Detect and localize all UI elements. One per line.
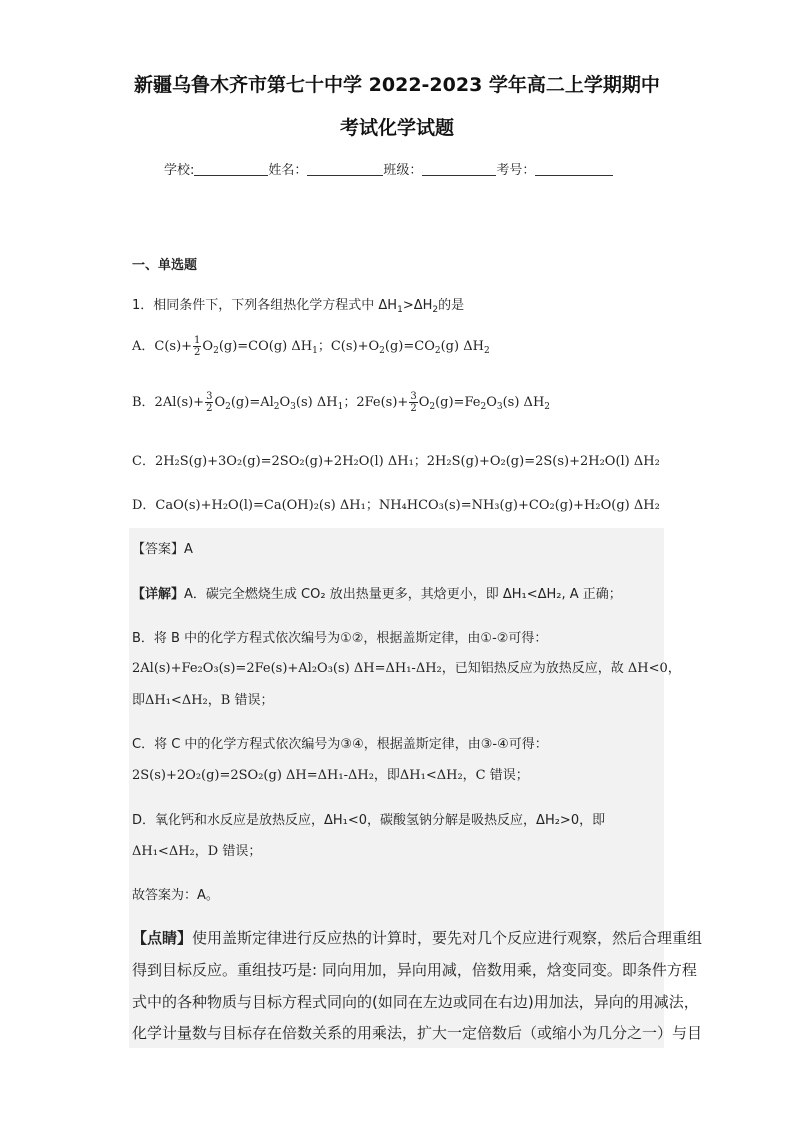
exam-no-label: 考号：: [496, 163, 536, 178]
detail-b2: 2Al(s)+Fe₂O₃(s)=2Fe(s)+Al₂O₃(s) ΔH=ΔH₁-ΔH₂，已知铝热反应为放热反应，故 ΔH<0，: [132, 661, 681, 676]
conclusion: 故答案为：A。: [132, 888, 219, 903]
option-b: B．2Al(s)+ $\frac{3}{2}$ $O_2(g)=Al_2O_3(s)$ $\Delta H_1$；2Fe(s)+ $\frac{3}{2}$ $O_2(g)=Fe_2O_3(s)$ $\Delta H_2$: [132, 391, 551, 414]
detail-c2: 2S(s)+2O₂(g)=2SO₂(g) ΔH=ΔH₁-ΔH₂，即ΔH₁<ΔH₂，C 错误；: [132, 768, 529, 783]
name-label: 姓名：: [268, 163, 308, 178]
section-heading: 一、单选题: [132, 258, 198, 273]
student-info-fields: [164, 159, 613, 178]
school-label: 学校:: [164, 163, 195, 178]
tip-line-4: 化学计量数与目标存在倍数关系的用乘法，扩大一定倍数后（或缩小为几分之一）与目: [132, 1024, 703, 1042]
option-a: A．C(s)+ $\frac{1}{2}$ $O_2(g)=CO(g)$ $\Delta H_1$；$C(s)+O_2(g)=CO_2(g)$ $\Delta H_2$: [132, 335, 490, 358]
detail-b3: 即ΔH₁<ΔH₂，B 错误；: [132, 693, 274, 708]
exam-no-blank[interactable]: [535, 163, 613, 176]
fraction-three-halves: $\frac{3}{2}$: [206, 391, 213, 414]
tip-line-1: 【点睛】使用盖斯定律进行反应热的计算时，要先对几个反应进行观察，然后合理重组: [132, 929, 703, 947]
detail-a: 【详解】A．碳完全燃烧生成 CO₂ 放出热量更多，其焓更小，即 ΔH₁<ΔH₂, A 正确；: [132, 587, 622, 602]
document-title-line2: 考试化学试题: [339, 117, 454, 139]
option-c: C．2H₂S(g)+3O₂(g)=2SO₂(g)+2H₂O(l) ΔH₁；2H₂S(g)+O₂(g)=2S(s)+2H₂O(l) ΔH₂: [132, 454, 660, 469]
fraction-half: $\frac{1}{2}$: [194, 335, 201, 358]
document-title-line1: 新疆乌鲁木齐市第七十中学 2022-2023 学年高二上学期期中: [134, 74, 660, 96]
class-blank[interactable]: [422, 163, 496, 176]
fraction-three-halves-2: $\frac{3}{2}$: [410, 391, 417, 414]
tip-line-3: 式中的各种物质与目标方程式同向的(如同在左边或同在右边)用加法，异向的用减法，: [132, 993, 699, 1011]
question-stem: 1．相同条件下，下列各组热化学方程式中 $\Delta H_1>\Delta H_2$的是: [132, 298, 465, 315]
answer-label: 【答案】A: [132, 542, 193, 557]
class-label: 班级：: [383, 163, 423, 178]
school-blank[interactable]: [194, 163, 268, 176]
tip-line-2: 得到目标反应。重组技巧是: 同向用加，异向用减，倍数用乘，焓变同变。即条件方程: [132, 961, 697, 979]
detail-d2: ΔH₁<ΔH₂，D 错误；: [132, 844, 262, 859]
name-blank[interactable]: [307, 163, 383, 176]
detail-d1: D．氧化钙和水反应是放热反应，ΔH₁<0，碳酸氢钠分解是吸热反应，ΔH₂>0，即: [132, 813, 606, 828]
detail-c1: C．将 C 中的化学方程式依次编号为③④，根据盖斯定律，由③-④可得：: [132, 737, 548, 752]
option-d: D．CaO(s)+H₂O(l)=Ca(OH)₂(s) ΔH₁；NH₄HCO₃(s)=NH₃(g)+CO₂(g)+H₂O(g) ΔH₂: [132, 498, 660, 513]
detail-b1: B．将 B 中的化学方程式依次编号为①②，根据盖斯定律，由①-②可得：: [132, 631, 548, 646]
